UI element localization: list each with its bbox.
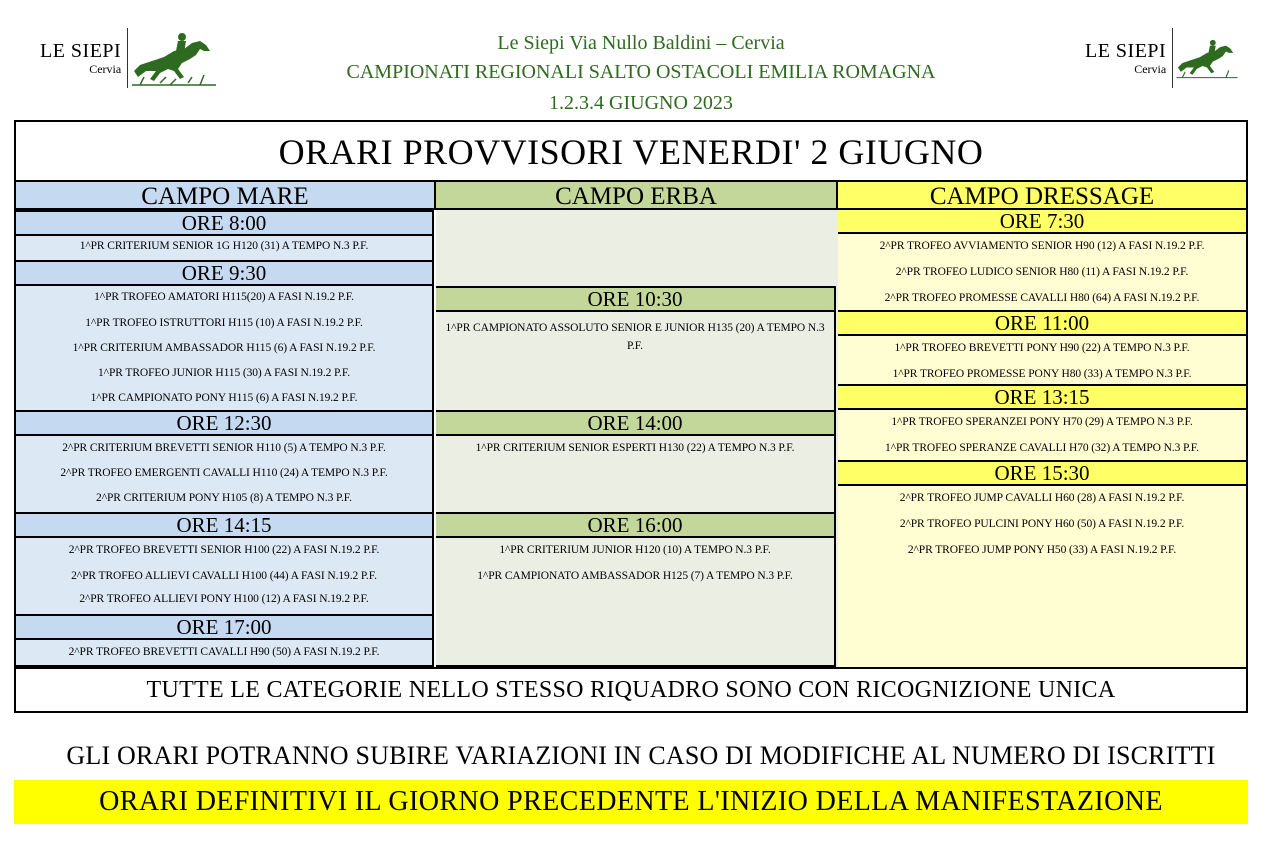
campo-erba-header: CAMPO ERBA [436,180,838,210]
time-block [838,384,1246,462]
time-slot: ORE 14:00 [436,412,834,436]
event-item: 1^PR CRITERIUM JUNIOR H120 (10) A TEMPO N.3 P.F. [499,544,771,556]
table-note: TUTTE LE CATEGORIE NELLO STESSO RIQUADRO SONO CON RICOGNIZIONE UNICA [16,667,1246,711]
event-item: 2^PR TROFEO PROMESSE CAVALLI H80 (64) A FASI N.19.2 P.F. [884,292,1200,304]
event-item: 1^PR TROFEO SPERANZEI PONY H70 (29) A TEMPO N.3 P.F. [891,416,1193,428]
time-block [16,210,434,262]
time-slot: ORE 15:30 [838,462,1246,486]
event-item: 1^PR CAMPIONATO AMBASSADOR H125 (7) A TEMPO N.3 P.F. [477,570,793,582]
event-item: 1^PR TROFEO PROMESSE PONY H80 (33) A TEMPO N.3 P.F. [892,368,1192,380]
schedule-title: ORARI PROVVISORI VENERDI' 2 GIUGNO [278,132,984,172]
event-item: 1^PR TROFEO AMATORI H115(20) A FASI N.19.2 P.F. [94,291,354,303]
event-dates: 1.2.3.4 GIUGNO 2023 [549,92,733,114]
event-item: 2^PR TROFEO BREVETTI SENIOR H100 (22) A FASI N.19.2 P.F. [68,544,380,556]
definitive-notice: ORARI DEFINITIVI IL GIORNO PRECEDENTE L'INIZIO DELLA MANIFESTAZIONE [14,780,1248,824]
event-item: 2^PR TROFEO ALLIEVI CAVALLI H100 (44) A FASI N.19.2 P.F. [71,570,377,582]
time-slot: ORE 12:30 [16,412,432,436]
event-item: 2^PR TROFEO JUMP PONY H50 (33) A FASI N.19.2 P.F. [907,544,1177,556]
time-slot: ORE 11:00 [838,312,1246,336]
event-item: 1^PR CAMPIONATO ASSOLUTO SENIOR E JUNIOR H135 (20) A TEMPO N.3 P.F. [445,322,825,352]
event-item: 1^PR CAMPIONATO PONY H115 (6) A FASI N.19.2 P.F. [90,392,358,404]
time-block [16,410,434,514]
time-slot: ORE 7:30 [838,210,1246,234]
event-item: 2^PR TROFEO AVVIAMENTO SENIOR H90 (12) A FASI N.19.2 P.F. [879,240,1205,252]
time-block [16,512,434,616]
page-header [0,0,1282,118]
event-item: 2^PR CRITERIUM PONY H105 (8) A TEMPO N.3 P.F. [96,492,352,504]
event-item: 1^PR CRITERIUM SENIOR ESPERTI H130 (22) A TEMPO N.3 P.F. [475,442,795,454]
time-slot: ORE 9:30 [16,262,432,286]
event-item: 2^PR TROFEO BREVETTI CAVALLI H90 (50) A FASI N.19.2 P.F. [68,646,380,658]
time-slot: ORE 16:00 [436,514,834,538]
time-slot: ORE 13:15 [838,386,1246,410]
event-item: 1^PR CRITERIUM AMBASSADOR H115 (6) A FASI N.19.2 P.F. [72,342,376,354]
time-block [436,410,836,514]
event-title: CAMPIONATI REGIONALI SALTO OSTACOLI EMILIA ROMAGNA [346,61,936,83]
venue-line: Le Siepi Via Nullo Baldini – Cervia [497,32,785,54]
logo-name: LE SIEPI [1085,40,1167,62]
time-block [16,260,434,412]
time-block [838,460,1246,667]
event-item: 1^PR CRITERIUM SENIOR 1G H120 (31) A TEMPO N.3 P.F. [79,240,369,252]
event-item: 2^PR CRITERIUM BREVETTI SENIOR H110 (5) A TEMPO N.3 P.F. [62,442,386,454]
time-block [436,512,836,667]
time-slot: ORE 8:00 [16,212,432,236]
event-item: 2^PR TROFEO ALLIEVI PONY H100 (12) A FASI N.19.2 P.F. [79,593,369,605]
logo-city: Cervia [1134,62,1167,76]
event-item: 1^PR TROFEO SPERANZE CAVALLI H70 (32) A TEMPO N.3 P.F. [885,442,1199,454]
logo-city: Cervia [89,62,122,76]
logo-name: LE SIEPI [40,40,122,62]
event-item: 2^PR TROFEO EMERGENTI CAVALLI H110 (24) A TEMPO N.3 P.F. [60,467,388,479]
campo-dressage-header: CAMPO DRESSAGE [838,180,1246,210]
event-item: 2^PR TROFEO LUDICO SENIOR H80 (11) A FASI N.19.2 P.F. [895,266,1189,278]
campo-mare-column [16,180,436,667]
time-slot: ORE 17:00 [16,616,432,640]
event-item: 1^PR TROFEO ISTRUTTORI H115 (10) A FASI N.19.2 P.F. [85,317,363,329]
time-block [838,210,1246,312]
campo-dressage-column [838,180,1246,667]
time-block [16,614,434,667]
campo-mare-header: CAMPO MARE [16,180,436,210]
variations-notice: GLI ORARI POTRANNO SUBIRE VARIAZIONI IN CASO DI MODIFICHE AL NUMERO DI ISCRITTI [66,741,1216,770]
event-item: 1^PR TROFEO JUNIOR H115 (30) A FASI N.19.2 P.F. [98,367,350,379]
event-item: 2^PR TROFEO PULCINI PONY H60 (50) A FASI N.19.2 P.F. [899,518,1185,530]
time-block [838,310,1246,386]
time-slot: ORE 14:15 [16,514,432,538]
event-item: 2^PR TROFEO JUMP CAVALLI H60 (28) A FASI N.19.2 P.F. [899,492,1185,504]
time-block [436,286,836,412]
campo-erba-column [436,180,838,667]
schedule-table [14,120,1248,713]
time-slot: ORE 10:30 [436,288,834,312]
event-item: 1^PR TROFEO BREVETTI PONY H90 (22) A TEMPO N.3 P.F. [894,342,1190,354]
